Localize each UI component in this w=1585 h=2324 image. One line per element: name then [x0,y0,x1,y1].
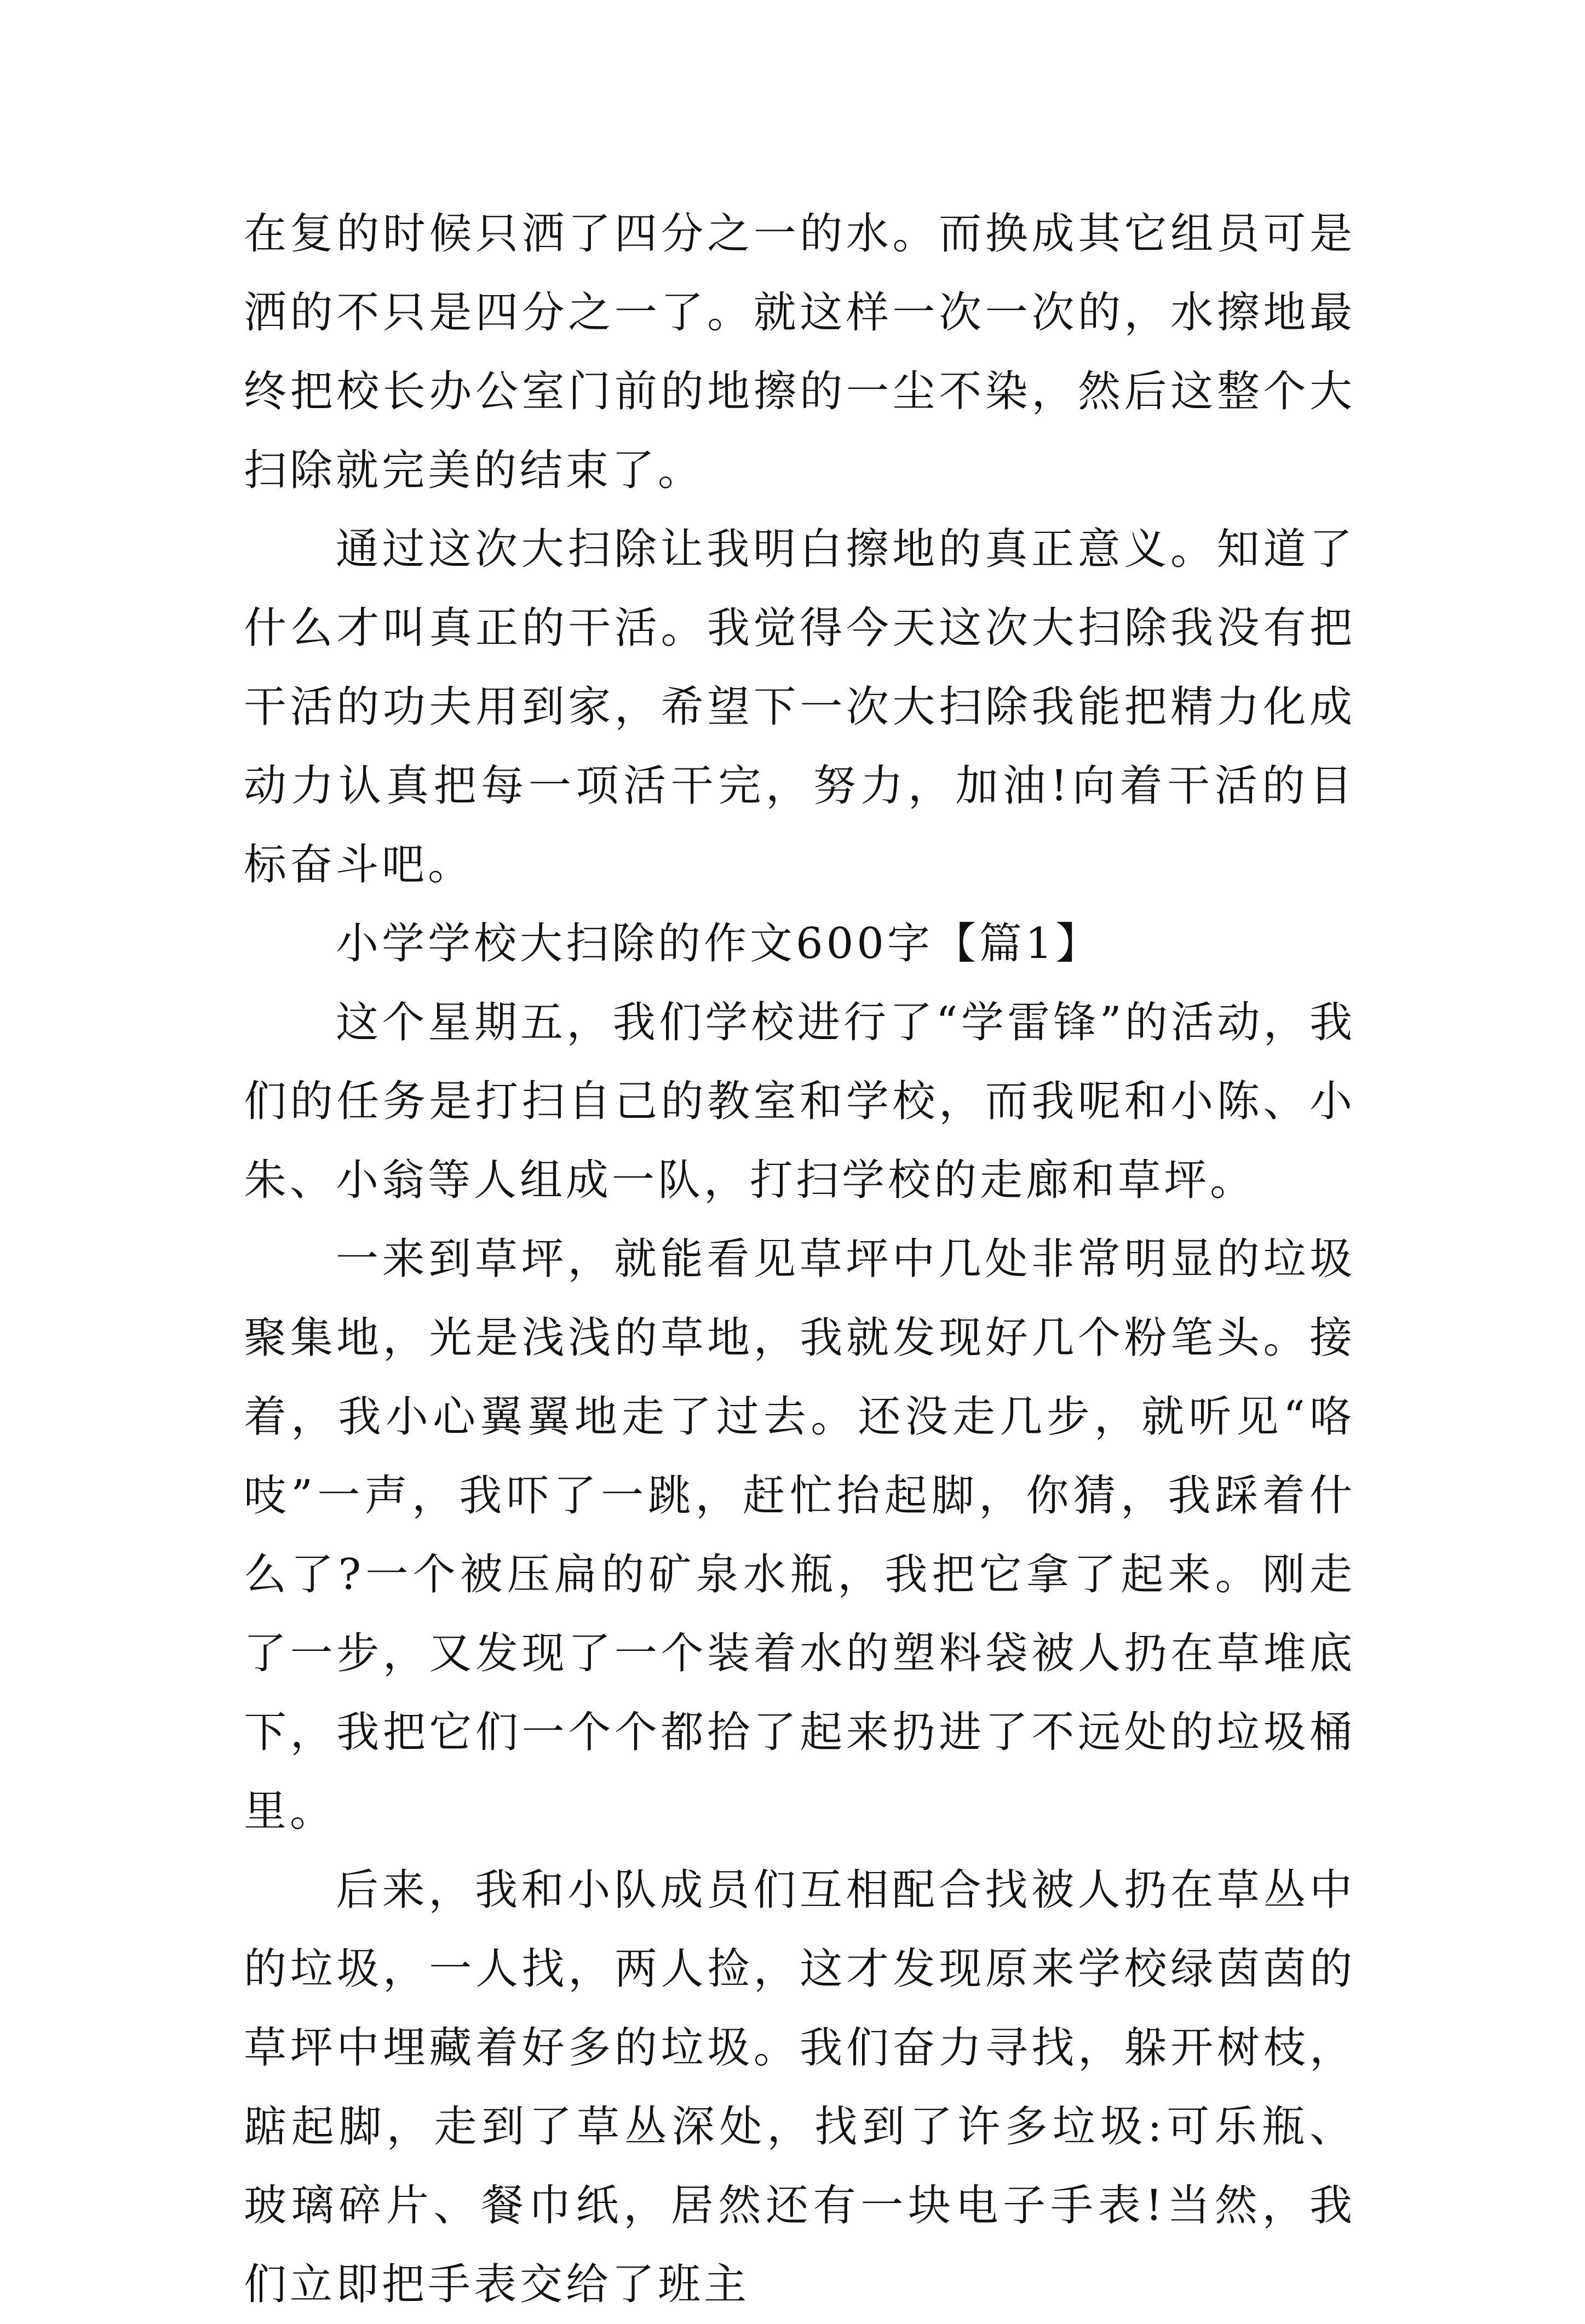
paragraph-intro: 这个星期五，我们学校进行了“学雷锋”的活动，我们的任务是打扫自己的教室和学校，而我呢和小陈、小朱、小翁等人组成一队，打扫学校的走廊和草坪。 [244,998,1356,1205]
section-heading: 小学学校大扫除的作文600字【篇1】 [336,919,1102,968]
paragraph-continuation: 在复的时候只洒了四分之一的水。而换成其它组员可是洒的不只是四分之一了。就这样一次一次的，水擦地最终把校长办公室门前的地擦的一尘不染，然后这整个大扫除就完美的结束了。 [244,209,1356,495]
paragraph-lawn: 一来到草坪，就能看见草坪中几处非常明显的垃圾聚集地，光是浅浅的草地，我就发现好几个粉笔头。接着，我小心翼翼地走了过去。还没走几步，就听见“咯吱”一声，我吓了一跳，赶忙抬起脚，你猜，我踩着什么了?一个被压扁的矿泉水瓶，我把它拿了起来。刚走了一步，又发现了一个装着水的塑料袋被人扔在草堆底下，我把它们一个个都拾了起来扔进了不远处的垃圾桶里。 [244,1235,1356,1836]
document-body [244,194,1356,2324]
paragraph-reflection: 通过这次大扫除让我明白擦地的真正意义。知道了什么才叫真正的干活。我觉得今天这次大扫除我没有把干活的功夫用到家，希望下一次大扫除我能把精力化成动力认真把每一项活干完，努力，加油!向着干活的目标奋斗吧。 [244,525,1356,890]
paragraph-teamwork: 后来，我和小队成员们互相配合找被人扔在草丛中的垃圾，一人找，两人捡，这才发现原来学校绿茵茵的草坪中埋藏着好多的垃圾。我们奋力寻找，躲开树枝，踮起脚，走到了草丛深处，找到了许多垃圾:可乐瓶、玻璃碎片、餐巾纸，居然还有一块电子手表!当然，我们立即把手表交给了班主 [244,1866,1356,2309]
